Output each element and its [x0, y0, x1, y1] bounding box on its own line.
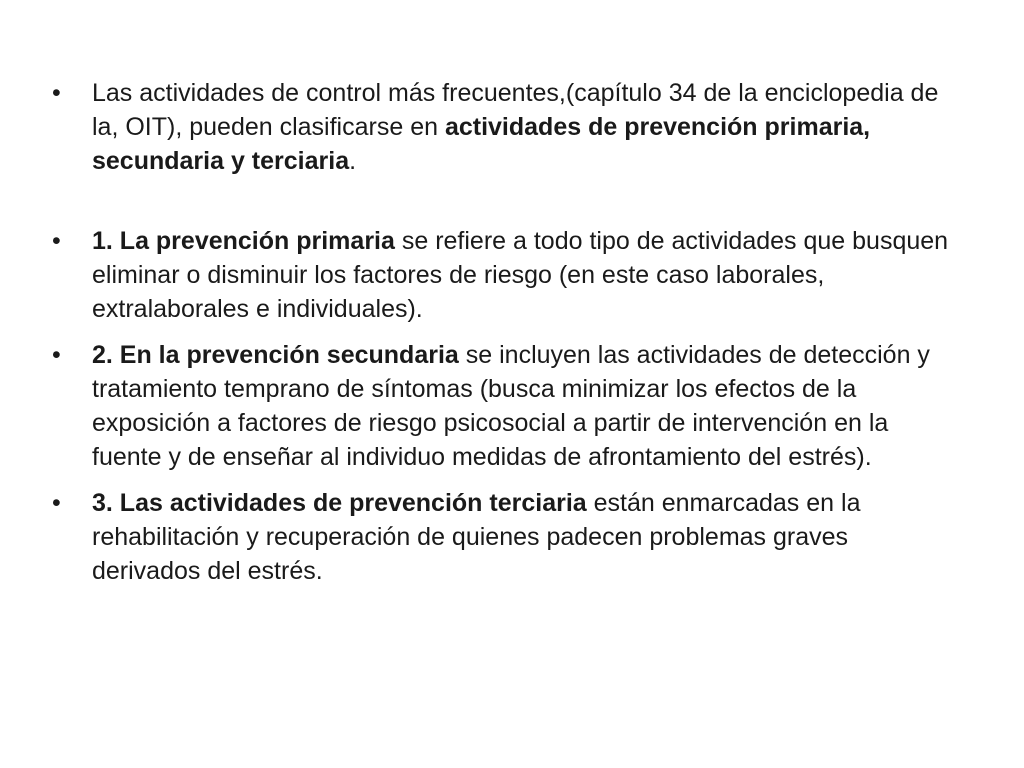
bullet-icon: • — [52, 79, 61, 107]
bullet-item-secondary-prevention — [50, 338, 950, 474]
bullet-text-tail: se incluyen las actividades de detección y tratamiento temprano de síntomas (busca minimizar los efectos de la exposición a factores de riesgo psicosocial a partir de intervención en la fuente y de enseñar al individuo medidas de afrontamiento del estrés). — [92, 341, 930, 471]
bullet-text-bold: 2. En la prevención secundaria — [92, 341, 459, 369]
bullet-item-primary-prevention — [50, 224, 950, 326]
bullet-text-tail: . — [349, 147, 357, 175]
bullet-list — [50, 76, 950, 588]
bullet-text-bold: 3. Las actividades de prevención terciaria — [92, 489, 587, 517]
bullet-item-control-activities — [50, 76, 950, 178]
bullet-icon: • — [52, 227, 61, 255]
bullet-text-bold: actividades de prevención primaria, secundaria y terciaria — [92, 113, 871, 175]
bullet-text-lead: Las actividades de control más frecuentes,(capítulo 34 de la enciclopedia de la, OIT), pueden clasificarse en — [92, 79, 939, 141]
bullet-item-tertiary-prevention — [50, 486, 950, 588]
bullet-icon: • — [52, 489, 61, 517]
bullet-text-tail: están enmarcadas en la rehabilitación y recuperación de quienes padecen problemas graves derivados del estrés. — [92, 489, 861, 585]
bullet-icon: • — [52, 341, 61, 369]
bullet-text-tail: se refiere a todo tipo de actividades que busquen eliminar o disminuir los factores de riesgo (en este caso laborales, extralaborales e individuales). — [92, 227, 949, 323]
bullet-text-bold: 1. La prevención primaria — [92, 227, 395, 255]
